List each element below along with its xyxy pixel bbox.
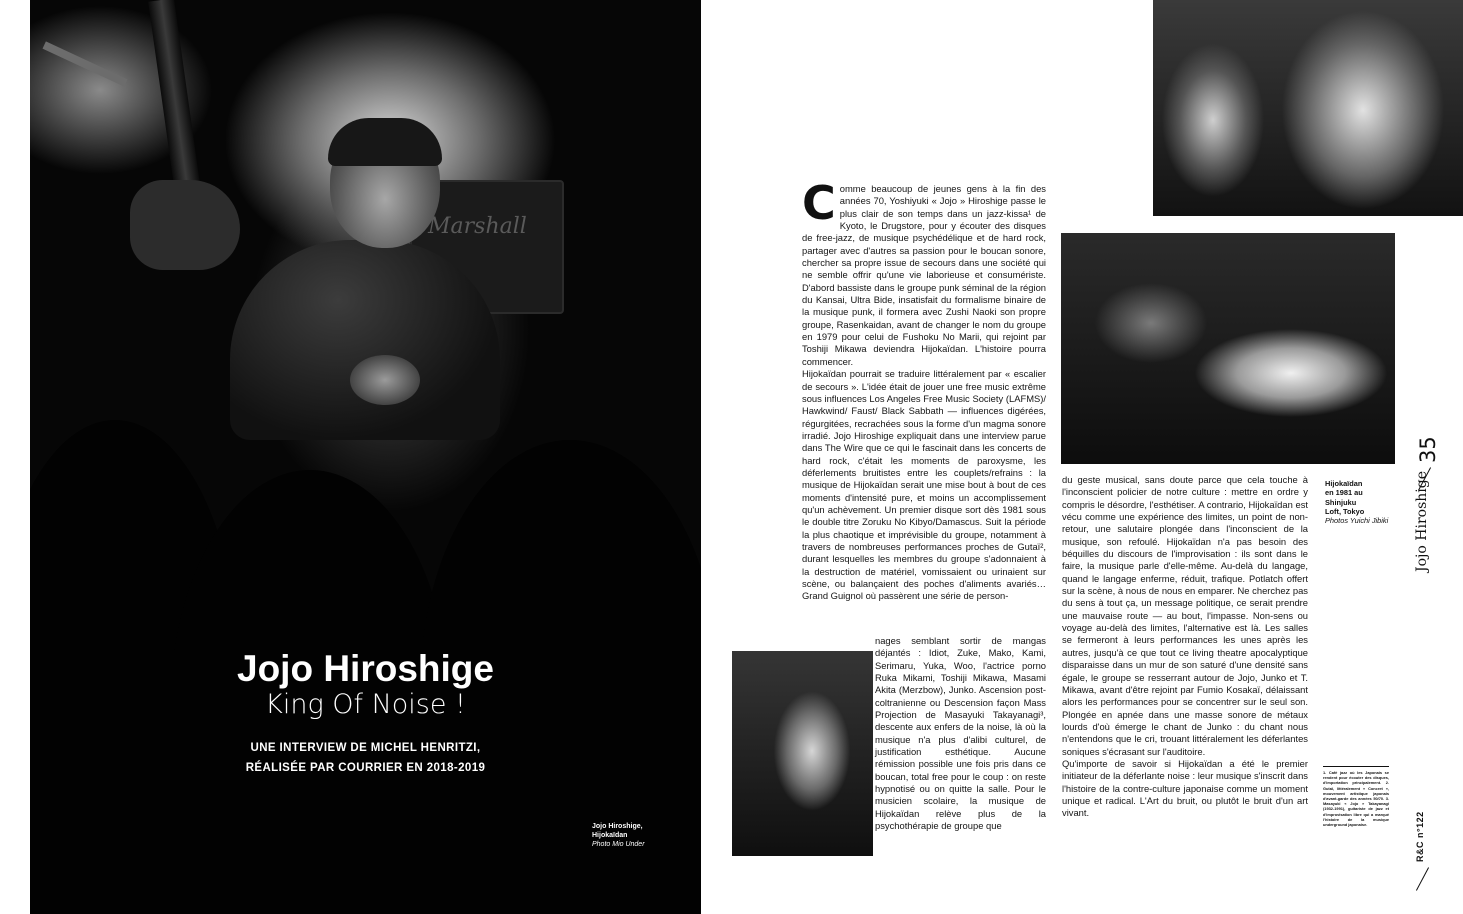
title-block [30, 648, 701, 778]
byline [30, 738, 701, 778]
article-title: Jojo Hiroshige [237, 648, 494, 689]
paragraph: omme beaucoup de jeunes gens à la fin des années 70, Yoshiyuki « Jojo » Hiroshige passe le plus clair de son temps dans un jazz-kissa¹ de Kyoto, le Drugstore, pour y écouter des disques de free-jazz, de musique psychédélique et de hard rock, partager avec d'autres sa passion pour le boucan sonore, chercher sa propre issue de secours dans une société qui ne semble offrir qu'une vie laborieuse et consumériste. D'abord bassiste dans le groupe punk séminal de la région du Kansai, Ultra Bide, insatisfait du formalisme binaire de la musique punk, il formera avec Zushi Naoki son propre groupe, Rasenkaidan, avant de changer le nom du groupe en 1979 pour celui de Fushoku No Marii, qui rejoint par Toshiji Mikawa deviendra Hijokaïdan. L'histoire pourra commencer. [802, 183, 1046, 367]
text-column-1 [802, 176, 1046, 603]
caption-line: Loft, Tokyo [1325, 506, 1365, 516]
hero-photo-caption [592, 822, 645, 849]
paragraph: Qu'importe de savoir si Hijokaïdan a été le premier initiateur de la déferlante noise : leur musique s'inscrit dans l'histoire de la contre-culture japonaise comme un moment unique et radical. L'Art du bruit, ou plutôt le bruit d'un art vivant. [1062, 757, 1308, 819]
performer-cap [328, 118, 442, 166]
article-subtitle: King Of Noise ! [265, 689, 466, 720]
photo-hijokaidan-1981 [1061, 233, 1395, 464]
drop-cap: C [802, 176, 836, 230]
byline-line: UNE INTERVIEW DE MICHEL HENRITZI, [250, 742, 481, 754]
text-column-3 [1062, 474, 1308, 820]
paragraph: du geste musical, sans doute parce que cela touche à l'inconscient policier de notre culture : mettre en ordre y compris le désordre, l'esthétiser. A contrario, Hijokaïdan est vécu comme une expérience des limites, un point de non-retour, une salutaire plongée dans l'inconscient de la musique, son refoulé. Hijokaïdan n'a pas besoin des béquilles du discours de l'improvisation : ils sont dans le faire, la musique parle d'elle-même. Au-delà du langage, quand le langage enferme, réduit, trafique. Potlatch offert sur la scène, à nous de nous en emparer. Ne cherchez pas du sens à tout ça, un message politique, ce serait prendre une mauvaise route — au bout, l'impasse. Non-sens ou voyage au-delà des limites, l'alternative est là. Les salles se fermeront à leurs performances les unes après les autres, jusqu'à ce que tout ce living theatre apocalyptique disparaisse dans un mur de son saturé d'une densité sans égale, le groupe se resserrant autour de Jojo, Junko et T. Mikawa, avant d'être rejoint par Fumio Kosakaï, délaissant alors les performances pour se concentrer sur le seul son. Plongée en apnée dans une masse sonore de métaux lourds d'où émerge le chant de Junko : du chant nous n'entendons que le cri, trouant littéralement les déferlantes soniques s'écrasant sur l'auditoire. [1062, 474, 1308, 757]
page-number: 35 [1416, 436, 1440, 463]
photo-performance-small [732, 651, 873, 856]
issue-label: R&C n°122 [1415, 811, 1425, 862]
running-head: Jojo Hiroshige [1414, 471, 1430, 572]
byline-line: RÉALISÉE PAR COURRIER EN 2018-2019 [245, 762, 486, 774]
mic-stand [43, 41, 128, 86]
performer-torso [230, 240, 500, 440]
paragraph: Hijokaïdan pourrait se traduire littéralement par « escalier de secours ». L'idée était de jouer une free music extrême sous influences Los Angeles Free Music Society (LAFMS)/ Hawkwind/ Faust/ Black Sabbath — influences digérées, régurgitées, recrachées sous la forme d'un magma sonore irradié. Jojo Hiroshige expliquait dans une interview parue dans The Wire que ce qui le fascinait dans les concerts de hard rock, c'était les moments de paroxysme, les déferlements bruitistes entre les couplets/refrains : la musique de Hijokaïdan serait une mise bout à bout de ces moments d'intensité pure, et moins un accomplissement qu'un achèvement. Un premier disque sort dès 1981 sous le double titre Zoruku No Kibyo/Damascus. Suit la période la plus chaotique et imprévisible du groupe, notamment à travers de nombreuses performances proches de Gutaï², durant lesquelles les membres du groupe s'adonnaient à la destruction de matériel, vomissaient ou urinaient sur scène, ou balançaient des poches d'aliments avariés… Grand Guignol où passèrent une série de person- [802, 368, 1046, 602]
guitar-neck [148, 0, 202, 200]
amp-logo: Marshall [428, 214, 527, 239]
caption-line: Hijokaïdan [1325, 479, 1363, 488]
photo-caption [1325, 479, 1395, 525]
performer-hands [350, 355, 420, 405]
guitar-body [130, 180, 240, 270]
text-column-2 [875, 635, 1046, 833]
photo-performers-top [1153, 0, 1463, 216]
caption-line: Jojo Hiroshige, [592, 823, 643, 830]
caption-credit: Photo Mio Under [592, 841, 645, 848]
caption-credit: Photos Yuichi Jibiki [1325, 516, 1389, 526]
caption-line: en 1981 au Shinjuku [1325, 488, 1363, 507]
divider-slash [1416, 867, 1429, 890]
footnotes: 1. Café jazz où les Japonais se rendent pour écouter des disques, d'importation principalement. 2. Gutaï, littéralement « Concret », mouvement artistique japonais d'avant-garde des années 50/70. 3. Masayuki « Jojo » Takayanagi (1932-1991), guitariste de jazz et d'improvisation libre qui a marqué l'histoire de la musique underground japonaise. [1323, 766, 1389, 827]
caption-line: Hijokaïdan [592, 832, 628, 839]
paragraph: nages semblant sortir de mangas déjantés : Idiot, Zuke, Mako, Kami, Serimaru, Yuka, Woo, l'actrice porno Ruka Mikami, Toshiji Mikawa, Masami Akita (Merzbow), Junko. Ascension post-coltranienne ou Descension façon Mass Projection de Masayuki Takayanagi³, descente aux enfers de la noise, là où la musique n'a plus d'alibi culturel, de justification esthétique. Aucune rémission possible une fois pris dans ce boucan, total free pour le coup : on reste hypnotisé ou on quitte la salle. Pour le musicien scolaire, la musique de Hijokaïdan relève plus de la psychothérapie de groupe que [875, 635, 1046, 832]
